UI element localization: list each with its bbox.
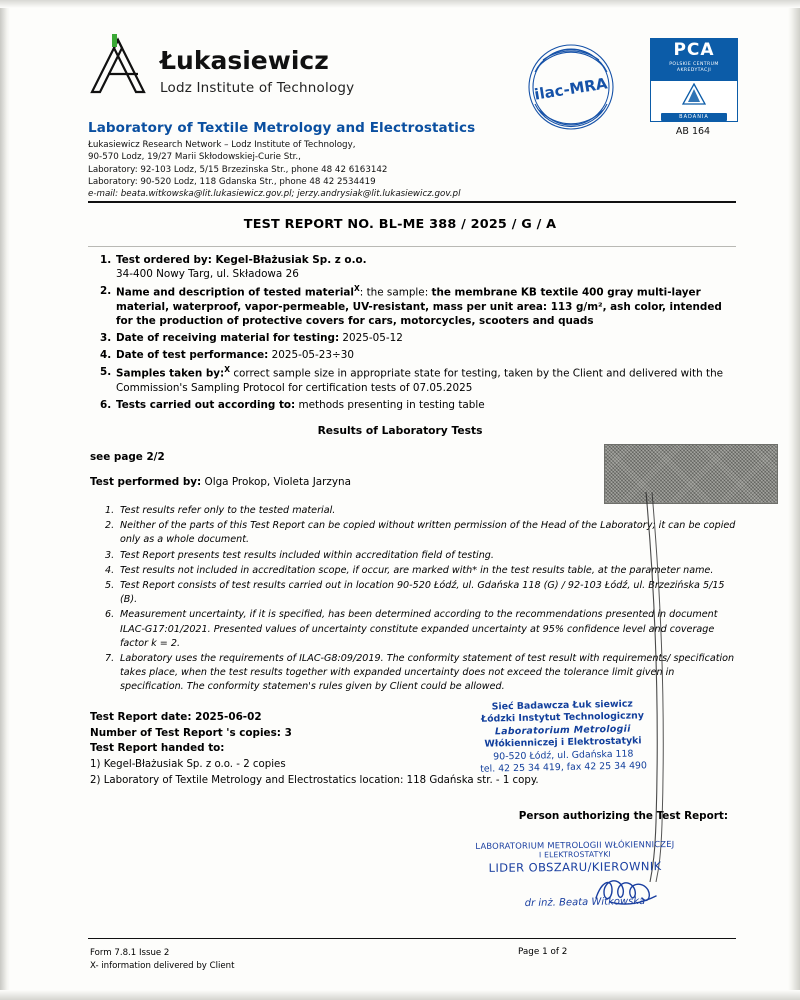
- page-footer-left: [90, 947, 234, 973]
- report-item-ordered-by: [116, 253, 740, 282]
- stamp-line-4: Włókienniczej i Elektrostatyki: [484, 735, 642, 750]
- ilac-mra-stamp-icon: [517, 42, 625, 132]
- stamp-line-1: Sieć Badawcza Łuk siewicz: [491, 698, 633, 713]
- report-date-value: 2025-06-02: [191, 711, 262, 724]
- pca-emblem-icon: [681, 83, 707, 105]
- report-notes-list: [60, 504, 740, 694]
- item-label-material: Name and description of tested material: [116, 286, 354, 299]
- test-performed-by-label: Test performed by:: [90, 476, 202, 489]
- item-label-test-date: Date of test performance:: [116, 349, 269, 362]
- test-performed-by-value: Olga Prokop, Violeta Jarzyna: [201, 476, 351, 489]
- item-value-material-desc: the membrane KB textile 400 gray multi-layer material, waterproof, vapor-permeable, UV-resistant, mass per unit area: 113 g/m², ash color, intended for the production of protective covers for cars, motorcycles, scooters and quads: [116, 286, 722, 328]
- pen-stroke: [640, 492, 680, 882]
- stamp-line-3: Laboratorium Metrologii: [494, 723, 631, 738]
- note-item: Laboratory uses the requirements of ILAC-G8:09/2019. The conformity statement of test result with requirements/ specification takes place, when the test results together with expanded uncertainty does not exceed the tolerance limit given in specification. The conformity statemen's rules given by Client could be allowed.: [120, 652, 735, 693]
- report-copies-label: Number of Test Report 's copies:: [90, 726, 281, 739]
- report-item-methods: [116, 398, 740, 412]
- item-value-ordered-by: Kegel-Błażusiak Sp. z o.o.: [211, 254, 367, 266]
- brand-name: Łukasiewicz: [160, 46, 329, 75]
- laboratory-title: Laboratory of Textile Metrology and Electrostatics: [88, 120, 476, 136]
- pca-logo-text: PCA: [673, 40, 715, 60]
- note-item: Test results not included in accreditation scope, if occur, are marked with* in the test results table, at the parameter name.: [120, 564, 714, 576]
- item-ordered-by-address: 34-400 Nowy Targ, ul. Składowa 26: [116, 268, 299, 281]
- note-item: Test Report consists of test results carried out in location 90-520 Łódź, ul. Gdańska 118 (G) / 92-103 Łódź, ul. Brzezińska 5/15 (B).: [120, 579, 725, 606]
- item-label-ordered-by: Test ordered by:: [116, 254, 212, 266]
- results-heading: Results of Laboratory Tests: [317, 424, 483, 438]
- pca-subtitle: POLSKIE CENTRUM AKREDYTACJI: [669, 62, 719, 74]
- scan-edge-bottom: [0, 990, 800, 1000]
- pca-box: [650, 38, 738, 122]
- scan-edge-left: [0, 0, 10, 1000]
- item-label-samples-sup: X: [224, 364, 231, 374]
- report-item-material: [116, 284, 740, 329]
- lider-stamp-line-2: I ELEKTROSTATYKI: [538, 849, 611, 860]
- institute-address: [88, 139, 461, 201]
- address-line-1: Łukasiewicz Research Network – Lodz Institute of Technology,: [88, 140, 356, 150]
- report-handed-1: 1) Kegel-Błażusiak Sp. z o.o. - 2 copies: [90, 758, 286, 770]
- form-number: Form 7.8.1 Issue 2: [90, 948, 170, 958]
- page-footer-divider: [88, 938, 736, 939]
- header-divider: [88, 201, 736, 203]
- institute-name-block: [160, 34, 354, 96]
- scan-edge-right: [788, 0, 800, 1000]
- report-item-samples-taken-by: [116, 365, 740, 395]
- institute-logo: [88, 34, 354, 96]
- item-value-material-intro: : the sample:: [359, 286, 432, 299]
- lider-stamp-line-1: LABORATORIUM METROLOGII WŁÓKIENNICZEJ: [475, 838, 675, 852]
- item-value-receiving-date: 2025-05-12: [339, 332, 403, 345]
- stamp-line-5: 90-520 Łódź, ul. Gdańska 118: [493, 748, 634, 763]
- address-line-3: Laboratory: 92-103 Lodz, 5/15 Brzezinska Str., phone 48 42 6163142: [88, 164, 388, 175]
- item-label-methods: Tests carried out according to:: [116, 398, 296, 411]
- item-label-receiving-date: Date of receiving material for testing:: [116, 332, 340, 345]
- report-item-receiving-date: [116, 331, 740, 345]
- pca-bottom: [651, 83, 737, 122]
- item-value-test-date: 2025-05-23÷30: [268, 349, 354, 362]
- item-label-material-sup: X: [353, 284, 360, 294]
- footnote-x: X- information delivered by Client: [90, 960, 235, 971]
- pca-accreditation-number: AB 164: [675, 126, 711, 137]
- email-line: e-mail: beata.witkowska@lit.lukasiewicz.gov.pl; jerzy.andrysiak@lit.lukasiewicz.gov.pl: [88, 189, 461, 200]
- person-authorizing-label: Person authorizing the Test Report:: [518, 810, 728, 823]
- brand-subtitle: Lodz Institute of Technology: [160, 80, 355, 96]
- report-handed-label: Test Report handed to:: [90, 741, 225, 754]
- document-header: [60, 20, 740, 200]
- note-item: Test Report presents test results included within accreditation field of testing.: [120, 549, 494, 561]
- pca-top: [651, 39, 737, 81]
- report-copies-value: 3: [280, 726, 292, 739]
- item-value-samples: correct sample size in appropriate state for testing, taken by the Client and delivered with the Commission's Sampling Protocol for certification tests of 07.05.2025: [116, 367, 724, 394]
- note-item: Measurement uncertainty, if it is specified, has been determined according to the recommendations presented in document ILAC-G17:01/2021. Presented values of uncertainty constitute expanded uncertainty at 95% confidence level and coverage factor k = 2.: [120, 609, 718, 649]
- institute-office-stamp: [447, 698, 679, 785]
- report-item-test-date: [116, 348, 740, 362]
- fabric-sample-photo: [604, 444, 778, 504]
- head-of-laboratory-stamp: [455, 839, 695, 876]
- page-number: Page 1 of 2: [518, 947, 568, 957]
- address-line-4: Laboratory: 90-520 Lodz, 118 Gdanska Str., phone 48 42 2534419: [88, 177, 376, 188]
- report-handed-2: 2) Laboratory of Textile Metrology and Electrostatics location: 118 Gdańska str. - 1 copy.: [90, 775, 539, 786]
- title-divider: [88, 246, 736, 247]
- note-item: Test results refer only to the tested material.: [120, 505, 336, 517]
- stamp-line-2: Łódzki Instytut Technologiczny: [481, 710, 645, 726]
- pca-badania-label: BADANIA: [661, 113, 727, 121]
- svg-text:ilac-MRA: ilac-MRA: [533, 74, 609, 104]
- report-items-list: [60, 253, 740, 412]
- item-value-methods: methods presenting in testing table: [295, 398, 485, 411]
- lukasiewicz-logo-icon: [88, 34, 154, 96]
- see-page-reference: see page 2/2: [90, 451, 165, 464]
- lider-stamp-line-3: LIDER OBSZARU/KIEROWNIK: [488, 859, 662, 875]
- stamp-line-6: tel. 42 25 34 419, fax 42 25 34 490: [480, 760, 648, 775]
- scan-edge-top: [0, 0, 800, 8]
- signature-name: dr inż. Beata Witkowska: [524, 895, 646, 910]
- item-label-samples: Samples taken by:: [116, 367, 225, 380]
- note-item: Neither of the parts of this Test Report can be copied without written permission of the Head of the Laboratory; it can be copied only as a whole document.: [120, 520, 736, 546]
- report-date-label: Test Report date:: [90, 711, 192, 724]
- address-line-2: 90-570 Lodz, 19/27 Marii Skłodowskiej-Curie Str.,: [88, 152, 301, 163]
- pca-accreditation-mark: [650, 38, 736, 137]
- report-title: TEST REPORT NO. BL-ME 388 / 2025 / G / A: [243, 217, 557, 232]
